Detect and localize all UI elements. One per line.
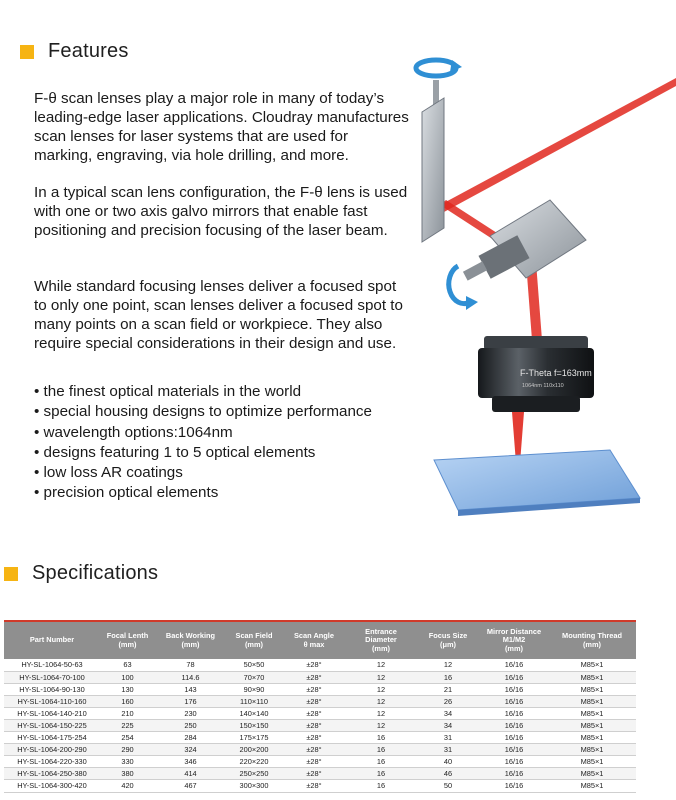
table-cell: 16/16: [480, 695, 548, 707]
table-cell: M85×1: [548, 780, 636, 792]
table-header-line: Diameter: [365, 635, 397, 645]
table-header-line: (mm): [244, 639, 264, 649]
table-cell: HY-SL-1064-175-254: [4, 732, 100, 744]
table-cell: ±28°: [282, 683, 346, 695]
table-cell: 40: [416, 756, 480, 768]
table-cell: 16: [416, 671, 480, 683]
table-header-line: Mirror Distance: [486, 626, 542, 636]
table-header-line: (mm): [181, 639, 200, 649]
table-header-line: (mm): [118, 639, 137, 649]
table-cell: M85×1: [548, 695, 636, 707]
table-cell: 100: [100, 671, 155, 683]
table-cell: M85×1: [548, 756, 636, 768]
table-cell: 16/16: [480, 744, 548, 756]
table-cell: 34: [416, 707, 480, 719]
table-cell: 46: [416, 768, 480, 780]
table-header-cell: [416, 621, 480, 659]
table-header-cell: [480, 621, 548, 659]
table-cell: 21: [416, 683, 480, 695]
table-cell: HY-SL-1064-70-100: [4, 671, 100, 683]
table-cell: M85×1: [548, 768, 636, 780]
table-cell: ±28°: [282, 780, 346, 792]
table-header-cell: [4, 621, 100, 659]
table-header-cell: [100, 621, 155, 659]
table-cell: 284: [155, 732, 226, 744]
table-row: [4, 683, 636, 695]
table-cell: HY-SL-1064-300-420: [4, 780, 100, 792]
table-cell: M85×1: [548, 744, 636, 756]
table-cell: ±28°: [282, 659, 346, 671]
heading-square-icon: [20, 45, 34, 59]
galvo-mirror-1: [422, 98, 444, 242]
table-cell: HY-SL-1064-250-380: [4, 768, 100, 780]
table-cell: 230: [155, 707, 226, 719]
lens-label: F-Theta f=163mm: [520, 368, 592, 378]
table-cell: M85×1: [548, 683, 636, 695]
table-row: [4, 659, 636, 671]
table-cell: 210: [100, 707, 155, 719]
table-cell: 225: [100, 719, 155, 731]
table-row: [4, 732, 636, 744]
table-header-line: Focal Lenth: [106, 631, 149, 640]
table-cell: 78: [155, 659, 226, 671]
table-cell: 16/16: [480, 768, 548, 780]
table-row: [4, 744, 636, 756]
table-header-line: (μm): [439, 639, 456, 649]
table-header-line: Entrance: [365, 626, 397, 636]
table-cell: 150×150: [226, 719, 282, 731]
lens-sublabel: 1064nm 110x110: [522, 383, 564, 389]
table-cell: ±28°: [282, 671, 346, 683]
table-cell: 200×200: [226, 744, 282, 756]
table-cell: 420: [100, 780, 155, 792]
bullet-item: • designs featuring 1 to 5 optical elements: [34, 443, 372, 463]
table-header-line: M1/M2: [502, 635, 526, 645]
table-header-line: Part Number: [29, 635, 75, 645]
bullet-item: • special housing designs to optimize performance: [34, 402, 372, 422]
table-cell: 175×175: [226, 732, 282, 744]
table-header-cell: [282, 621, 346, 659]
table-cell: HY-SL-1064-50-63: [4, 659, 100, 671]
table-cell: 12: [346, 695, 416, 707]
table-cell: 26: [416, 695, 480, 707]
table-cell: 16/16: [480, 659, 548, 671]
table-cell: 330: [100, 756, 155, 768]
table-body: [4, 659, 636, 792]
table-header-line: (mm): [582, 639, 602, 649]
table-cell: HY-SL-1064-220-330: [4, 756, 100, 768]
table-cell: 140×140: [226, 707, 282, 719]
table-cell: 12: [416, 659, 480, 671]
table-cell: HY-SL-1064-150-225: [4, 719, 100, 731]
table-cell: 31: [416, 732, 480, 744]
table-cell: 414: [155, 768, 226, 780]
table-cell: 346: [155, 756, 226, 768]
features-paragraph-2: In a typical scan lens configuration, the F-θ lens is used with one or two axis galvo mirrors that enable fast positioning and precision focusing of the laser beam.: [34, 184, 408, 239]
features-paragraph-3: While standard focusing lenses deliver a focused spot to only one point, scan lenses deliver a focused spot to many points on a scan field or workpiece. They also require special considerations in their design and use.: [34, 278, 403, 352]
table-row: [4, 768, 636, 780]
table-header-line: θ max: [303, 639, 325, 649]
table-cell: 50: [416, 780, 480, 792]
table-cell: M85×1: [548, 719, 636, 731]
table-cell: 70×70: [226, 671, 282, 683]
laser-beam-incoming: [440, 78, 676, 212]
table-header-line: (mm): [371, 643, 391, 653]
table-cell: 16/16: [480, 780, 548, 792]
table-header-row: [4, 621, 636, 659]
table-cell: 16/16: [480, 707, 548, 719]
table-cell: ±28°: [282, 744, 346, 756]
features-heading: [20, 40, 129, 63]
table-header-cell: [226, 621, 282, 659]
table-cell: 250: [155, 719, 226, 731]
table-cell: 16: [346, 756, 416, 768]
table-cell: 34: [416, 719, 480, 731]
table-cell: ±28°: [282, 719, 346, 731]
table-cell: 16/16: [480, 756, 548, 768]
table-cell: ±28°: [282, 707, 346, 719]
table-cell: 220×220: [226, 756, 282, 768]
specifications-heading: [4, 562, 158, 585]
table-cell: HY-SL-1064-90-130: [4, 683, 100, 695]
table-cell: 290: [100, 744, 155, 756]
table-cell: 50×50: [226, 659, 282, 671]
bullet-item: • precision optical elements: [34, 483, 372, 503]
galvo-motor-shaft: [463, 261, 487, 280]
features-title: Features: [48, 40, 129, 62]
table-cell: 254: [100, 732, 155, 744]
table-cell: 16: [346, 732, 416, 744]
table-cell: 160: [100, 695, 155, 707]
table-cell: M85×1: [548, 707, 636, 719]
table-cell: HY-SL-1064-200-290: [4, 744, 100, 756]
table-cell: 16/16: [480, 671, 548, 683]
features-paragraph-1: F-θ scan lenses play a major role in many of today’s leading-edge laser applications. Cloudray manufactures scan lenses for laser systems that are used for marking, engraving, via hole drilling, and more.: [34, 90, 409, 164]
table-cell: 16/16: [480, 683, 548, 695]
table-cell: HY-SL-1064-110-160: [4, 695, 100, 707]
table-header-line: Scan Angle: [294, 631, 334, 640]
table-cell: ±28°: [282, 756, 346, 768]
table-cell: 110×110: [226, 695, 282, 707]
table-cell: 16/16: [480, 732, 548, 744]
table-cell: 16/16: [480, 719, 548, 731]
table-row: [4, 780, 636, 792]
specifications-title: Specifications: [32, 562, 159, 584]
table-cell: 63: [100, 659, 155, 671]
table-cell: 143: [155, 683, 226, 695]
table-cell: 12: [346, 707, 416, 719]
table-header-line: (mm): [504, 643, 524, 653]
table-header-line: Back Working: [165, 631, 216, 640]
table-cell: 467: [155, 780, 226, 792]
bullet-item: • low loss AR coatings: [34, 463, 372, 483]
heading-square-icon: [4, 567, 18, 581]
table-header-line: Mounting Thread: [562, 631, 622, 640]
table-cell: 31: [416, 744, 480, 756]
table-row: [4, 719, 636, 731]
scan-lens-illustration: [400, 40, 676, 530]
table-cell: 12: [346, 719, 416, 731]
table-cell: M85×1: [548, 671, 636, 683]
table-cell: 250×250: [226, 768, 282, 780]
table-cell: 12: [346, 683, 416, 695]
table-cell: 16: [346, 768, 416, 780]
table-header-line: Scan Field: [235, 631, 273, 640]
table-cell: 90×90: [226, 683, 282, 695]
table-cell: ±28°: [282, 695, 346, 707]
table-cell: ±28°: [282, 768, 346, 780]
bullet-item: • the finest optical materials in the world: [34, 382, 372, 402]
table-cell: 12: [346, 671, 416, 683]
table-row: [4, 756, 636, 768]
lens-bottom-ring: [492, 396, 580, 412]
table-header-line: Focus Size: [428, 631, 468, 640]
bullet-item: • wavelength options:1064nm: [34, 423, 372, 443]
table-header-cell: [155, 621, 226, 659]
table-cell: 380: [100, 768, 155, 780]
table-cell: 16: [346, 780, 416, 792]
specifications-table-container: [4, 620, 636, 793]
table-cell: ±28°: [282, 732, 346, 744]
table-cell: HY-SL-1064-140-210: [4, 707, 100, 719]
table-row: [4, 695, 636, 707]
table-header-cell: [346, 621, 416, 659]
table-cell: 176: [155, 695, 226, 707]
table-cell: 324: [155, 744, 226, 756]
table-cell: 130: [100, 683, 155, 695]
table-row: [4, 671, 636, 683]
table-cell: 12: [346, 659, 416, 671]
features-bullet-list: [34, 382, 372, 504]
table-cell: 114.6: [155, 671, 226, 683]
table-row: [4, 707, 636, 719]
table-header-cell: [548, 621, 636, 659]
table-cell: M85×1: [548, 732, 636, 744]
specifications-table: [4, 620, 636, 793]
table-cell: M85×1: [548, 659, 636, 671]
lens-top-ring: [484, 336, 588, 350]
table-cell: 16: [346, 744, 416, 756]
rotation-arrow-icon: [416, 60, 462, 76]
table-cell: 300×300: [226, 780, 282, 792]
